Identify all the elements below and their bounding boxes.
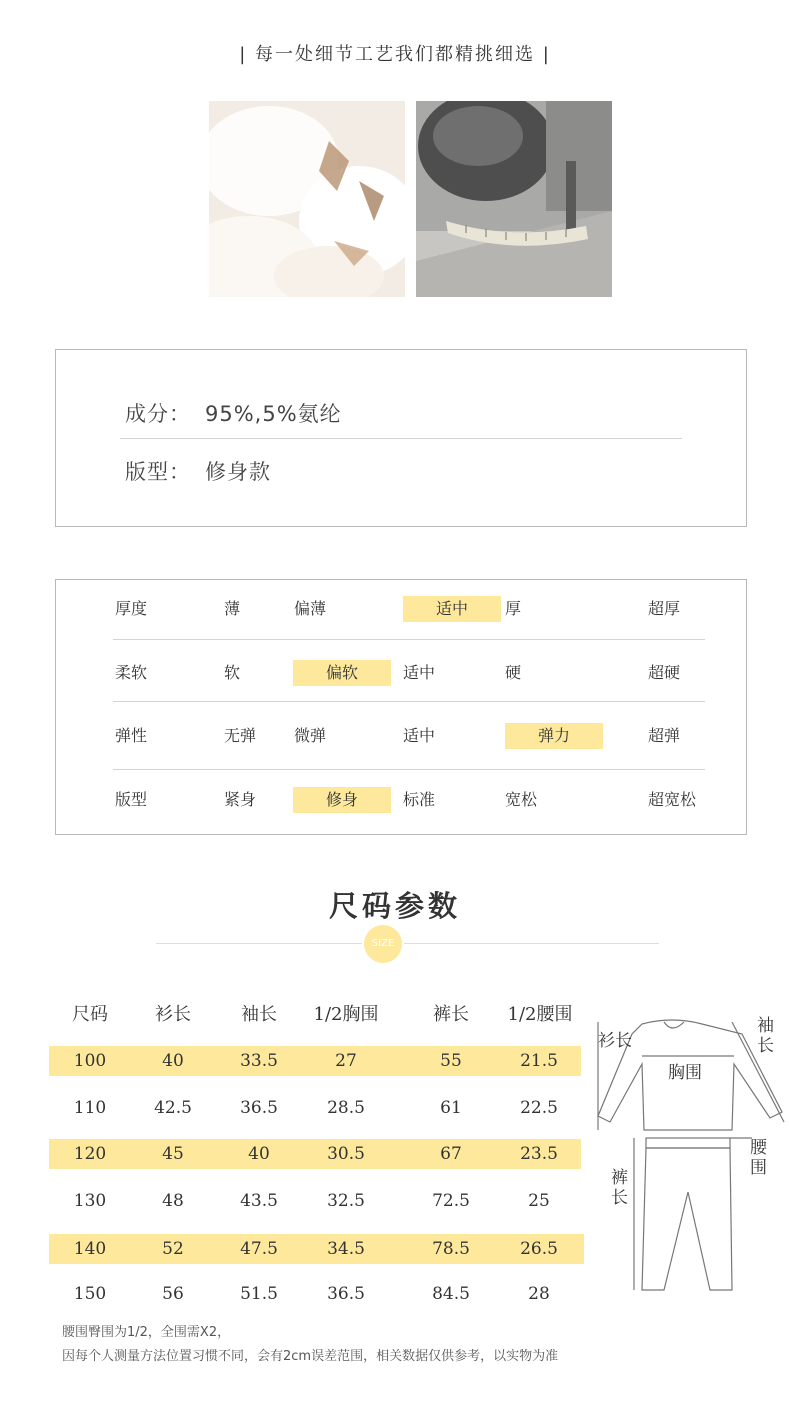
table-cell: 150: [73, 1284, 107, 1304]
property-option-selected: 修身: [293, 787, 391, 813]
property-label: 厚度: [115, 599, 148, 618]
table-cell: 140: [73, 1239, 107, 1259]
material-value: 95%,5%氨纶: [205, 402, 342, 426]
table-header-cell: 袖长: [241, 1004, 277, 1025]
table-cell: 30.5: [327, 1144, 365, 1164]
diagram-pants-length-label: 裤长: [611, 1168, 628, 1208]
table-cell: 52: [162, 1239, 184, 1259]
property-option: 超厚: [648, 599, 681, 618]
property-option: 厚: [505, 599, 522, 618]
diagram-waist-label: 腰围: [750, 1138, 767, 1178]
table-cell: 42.5: [154, 1098, 192, 1118]
table-cell: 51.5: [240, 1284, 278, 1304]
table-cell: 120: [73, 1144, 107, 1164]
table-header-cell: 衫长: [155, 1004, 191, 1025]
property-option: 适中: [403, 726, 436, 745]
table-cell: 56: [162, 1284, 184, 1304]
table-cell: 130: [73, 1191, 107, 1211]
table-cell: 67: [440, 1144, 462, 1164]
material-label: 成分：: [125, 402, 191, 426]
property-divider: [113, 639, 705, 640]
table-cell: 61: [440, 1098, 462, 1118]
property-option-selected: 适中: [403, 596, 501, 622]
pants-outline-icon: [642, 1148, 732, 1290]
property-option: 薄: [224, 599, 241, 618]
table-cell: 27: [335, 1051, 357, 1071]
property-label: 版型: [115, 790, 148, 809]
table-cell: 78.5: [432, 1239, 470, 1259]
fit-row: [125, 456, 271, 486]
size-title-line-left: [156, 943, 362, 944]
table-cell: 32.5: [327, 1191, 365, 1211]
property-label: 弹性: [115, 726, 148, 745]
table-cell: 100: [73, 1051, 107, 1071]
property-option: 硬: [505, 663, 522, 682]
property-option: 紧身: [224, 790, 257, 809]
table-cell: 40: [248, 1144, 270, 1164]
table-cell: 34.5: [327, 1239, 365, 1259]
fit-value: 修身款: [205, 460, 271, 484]
table-cell: 33.5: [240, 1051, 278, 1071]
property-label: 柔软: [115, 663, 148, 682]
table-cell: 26.5: [520, 1239, 558, 1259]
table-cell: 84.5: [432, 1284, 470, 1304]
fit-label: 版型：: [125, 460, 191, 484]
pants-waistband-icon: [646, 1138, 730, 1148]
table-cell: 43.5: [240, 1191, 278, 1211]
diagram-sleeve-label: 袖长: [757, 1016, 774, 1056]
table-cell: 55: [440, 1051, 462, 1071]
property-divider: [113, 701, 705, 702]
table-cell: 48: [162, 1191, 184, 1211]
size-note-2: 因每个人测量方法位置习惯不同，会有2cm误差范围，相关数据仅供参考，以实物为准: [62, 1349, 559, 1364]
cotton-illustration: [209, 101, 405, 297]
table-header-cell: 裤长: [433, 1004, 469, 1025]
table-cell: 47.5: [240, 1239, 278, 1259]
table-cell: 25: [528, 1191, 550, 1211]
table-cell: 21.5: [520, 1051, 558, 1071]
size-badge: SIZE: [364, 925, 402, 963]
table-cell: 28: [528, 1284, 550, 1304]
table-cell: 45: [162, 1144, 184, 1164]
property-option: 超宽松: [648, 790, 697, 809]
property-option: 偏薄: [294, 599, 327, 618]
property-option: 超硬: [648, 663, 681, 682]
table-cell: 36.5: [327, 1284, 365, 1304]
sewing-machine-photo: [416, 101, 612, 297]
property-option: 超弹: [648, 726, 681, 745]
property-option-selected: 弹力: [505, 723, 603, 749]
section-header-title: | 每一处细节工艺我们都精挑细选 |: [239, 44, 551, 65]
property-option: 微弹: [294, 726, 327, 745]
property-divider: [113, 769, 705, 770]
table-header-cell: 1/2腰围: [507, 1004, 573, 1025]
table-cell: 72.5: [432, 1191, 470, 1211]
property-option: 宽松: [505, 790, 538, 809]
table-cell: 36.5: [240, 1098, 278, 1118]
property-option: 标准: [403, 790, 436, 809]
composition-divider: [120, 438, 682, 439]
shirt-collar-icon: [664, 1022, 684, 1028]
table-cell: 40: [162, 1051, 184, 1071]
table-cell: 22.5: [520, 1098, 558, 1118]
table-cell: 28.5: [327, 1098, 365, 1118]
cotton-photo: [209, 101, 405, 297]
sewing-illustration: [416, 101, 612, 297]
property-option: 软: [224, 663, 241, 682]
property-option: 无弹: [224, 726, 257, 745]
size-note-1: 腰围臀围为1/2，全围需X2，: [62, 1325, 231, 1340]
property-option-selected: 偏软: [293, 660, 391, 686]
table-header-cell: 尺码: [72, 1004, 108, 1025]
size-title-line-right: [404, 943, 659, 944]
diagram-shirt-length-label: 衫长: [598, 1031, 632, 1051]
material-row: [125, 398, 342, 428]
size-section-title: 尺码参数: [328, 889, 461, 923]
table-cell: 110: [73, 1098, 107, 1118]
table-header-cell: 1/2胸围: [313, 1004, 379, 1025]
diagram-chest-label: 胸围: [668, 1063, 702, 1083]
table-cell: 23.5: [520, 1144, 558, 1164]
property-option: 适中: [403, 663, 436, 682]
